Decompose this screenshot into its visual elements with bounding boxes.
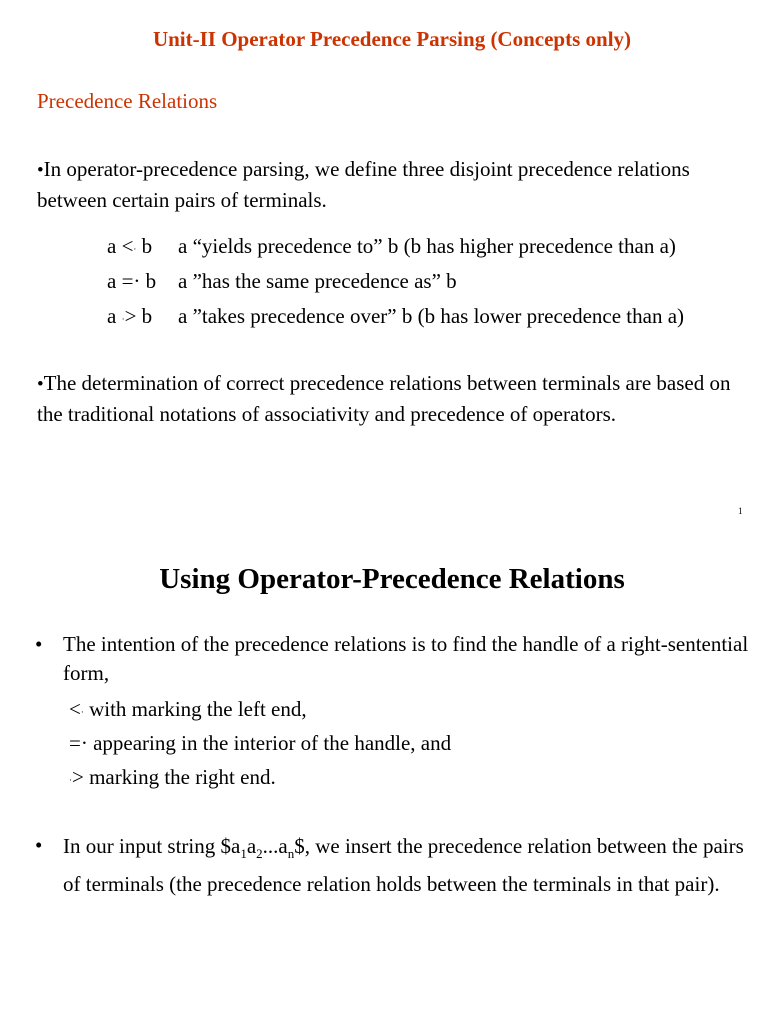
bullet-text-intention: The intention of the precedence relations is to find the handle of a right-sentential form, xyxy=(63,632,749,685)
relation-symbol: a =· b xyxy=(107,269,157,293)
section-heading: Precedence Relations xyxy=(37,89,218,113)
unit-title: Unit-II Operator Precedence Parsing (Concepts only) xyxy=(152,27,632,51)
relation-row-same xyxy=(107,269,457,293)
bullet-marker: • xyxy=(37,160,44,181)
bullet-paragraph-determination xyxy=(37,369,752,428)
bullet-marker: • xyxy=(35,833,43,857)
bullet-text: In operator-precedence parsing, we define three disjoint precedence relations between certain pairs of terminals. xyxy=(37,157,690,212)
sub-item-left-end: <· with marking the left end, xyxy=(69,697,307,721)
slide-title: Using Operator-Precedence Relations xyxy=(159,563,625,595)
relation-meaning: a “yields precedence to” b (b has higher precedence than a) xyxy=(178,234,676,258)
page-number: 1 xyxy=(738,506,743,516)
relation-meaning: a ”takes precedence over” b (b has lower precedence than a) xyxy=(178,304,685,328)
relation-symbol: a <· b xyxy=(107,234,153,258)
bullet-marker: • xyxy=(35,632,43,656)
bullet-text: The determination of correct precedence relations between terminals are based on the traditional notations of associativity and precedence of operators. xyxy=(37,371,731,426)
relation-row-takes xyxy=(107,304,684,331)
bullet-text-input-string: In our input string $\$a_1a_2...a_n\$$, we insert the precedence relation between the pairs of terminals (the precedence relation holds between the terminals in that pair). xyxy=(63,834,744,897)
relation-row-yields xyxy=(107,234,676,261)
relation-meaning: a ”has the same precedence as” b xyxy=(178,269,457,293)
sub-item-interior: =· appearing in the interior of the handle, and xyxy=(69,731,452,755)
bullet-paragraph-disjoint-relations xyxy=(37,155,752,214)
sub-item-right-end: ·> marking the right end. xyxy=(69,765,276,789)
relation-symbol: a ·> b xyxy=(107,304,153,328)
bullet-marker: • xyxy=(37,374,44,395)
